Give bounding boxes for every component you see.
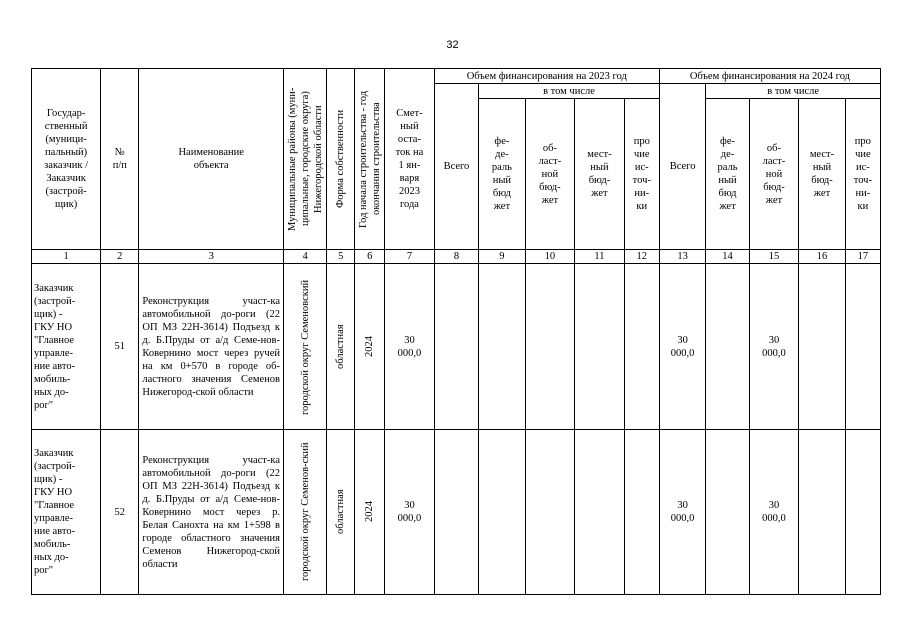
col-num-14: 14 xyxy=(706,250,749,264)
col-num-16: 16 xyxy=(799,250,845,264)
row-district: городской округ Семеновский xyxy=(283,264,326,430)
row-number: 52 xyxy=(101,430,139,595)
row-local-2024 xyxy=(799,264,845,430)
row-federal-2024 xyxy=(706,264,749,430)
row-years: 2024 xyxy=(355,430,385,595)
header-customer: Государ- ственный (муници- пальный) заказчик / Заказчик (застрой- щик) xyxy=(32,69,101,250)
header-district: Муниципальные районы (муни-ципальные, городские округа) Нижегородской области xyxy=(283,69,326,250)
row-local-2024 xyxy=(799,430,845,595)
row-ownership: областная xyxy=(327,264,355,430)
header-including-2023: в том числе xyxy=(479,84,660,99)
table-row xyxy=(32,264,881,430)
row-other-2023 xyxy=(624,264,659,430)
col-num-11: 11 xyxy=(575,250,625,264)
col-num-2: 2 xyxy=(101,250,139,264)
row-total-2023 xyxy=(434,430,478,595)
row-other-2024 xyxy=(845,430,880,595)
row-local-2023 xyxy=(575,264,625,430)
header-regional-2023: об- ласт- ной бюд- жет xyxy=(525,99,575,250)
col-num-9: 9 xyxy=(479,250,525,264)
header-total-2023: Всего xyxy=(434,84,478,250)
row-total-2024: 30 000,0 xyxy=(659,264,705,430)
row-federal-2023 xyxy=(479,264,525,430)
header-other-2024: про чие ис- точ- ни- ки xyxy=(845,99,880,250)
col-num-12: 12 xyxy=(624,250,659,264)
row-other-2024 xyxy=(845,264,880,430)
row-federal-2023 xyxy=(479,430,525,595)
col-num-4: 4 xyxy=(283,250,326,264)
column-number-row xyxy=(32,250,881,264)
row-number: 51 xyxy=(101,264,139,430)
header-financing-2024: Объем финансирования на 2024 год xyxy=(659,69,880,84)
col-num-6: 6 xyxy=(355,250,385,264)
header-including-2024: в том числе xyxy=(706,84,881,99)
row-total-2024: 30 000,0 xyxy=(659,430,705,595)
header-object: Наименование объекта xyxy=(139,69,284,250)
col-num-5: 5 xyxy=(327,250,355,264)
row-customer: Заказчик (застрой- щик) - ГКУ НО "Главное управле- ние авто- мобиль- ных до- рог" xyxy=(32,264,101,430)
header-local-2023: мест- ный бюд- жет xyxy=(575,99,625,250)
row-district: городской округ Семенов-ский xyxy=(283,430,326,595)
row-estimate: 30 000,0 xyxy=(385,430,435,595)
header-federal-2023: фе- де- раль ный бюд жет xyxy=(479,99,525,250)
row-regional-2023 xyxy=(525,430,575,595)
header-ownership: Форма собственности xyxy=(327,69,355,250)
header-other-2023: про чие ис- точ- ни- ки xyxy=(624,99,659,250)
table-row xyxy=(32,430,881,595)
header-years: Год начала строительства - год окончания строительства xyxy=(355,69,385,250)
col-num-17: 17 xyxy=(845,250,880,264)
col-num-1: 1 xyxy=(32,250,101,264)
page-number: 32 xyxy=(446,39,459,51)
row-years: 2024 xyxy=(355,264,385,430)
row-total-2023 xyxy=(434,264,478,430)
row-regional-2024: 30 000,0 xyxy=(749,264,799,430)
row-object: Реконструкция участ-ка автомобильной до-роги (22 ОП МЗ 22Н-3614) Подъезд к д. Б.Пруды от а/д Семе-нов-Ковернино мост через р. Белая Санохта на км 1+598 в городе областного значения Семенов Нижегород-ской области xyxy=(139,430,284,595)
row-local-2023 xyxy=(575,430,625,595)
row-customer: Заказчик (застрой- щик) - ГКУ НО "Главное управле- ние авто- мобиль- ных до- рог" xyxy=(32,430,101,595)
header-estimate: Смет- ный оста- ток на 1 ян- варя 2023 года xyxy=(385,69,435,250)
row-regional-2023 xyxy=(525,264,575,430)
header-local-2024: мест- ный бюд- жет xyxy=(799,99,845,250)
financing-table xyxy=(31,68,881,595)
row-federal-2024 xyxy=(706,430,749,595)
row-other-2023 xyxy=(624,430,659,595)
header-regional-2024: об- ласт- ной бюд- жет xyxy=(749,99,799,250)
header-total-2024: Всего xyxy=(659,84,705,250)
col-num-13: 13 xyxy=(659,250,705,264)
col-num-3: 3 xyxy=(139,250,284,264)
row-regional-2024: 30 000,0 xyxy=(749,430,799,595)
col-num-8: 8 xyxy=(434,250,478,264)
col-num-10: 10 xyxy=(525,250,575,264)
row-ownership: областная xyxy=(327,430,355,595)
col-num-7: 7 xyxy=(385,250,435,264)
row-estimate: 30 000,0 xyxy=(385,264,435,430)
row-object: Реконструкция участ-ка автомобильной до-роги (22 ОП МЗ 22Н-3614) Подъезд к д. Б.Пруды от а/д Семе-нов-Ковернино мост через ручей на км 0+570 в городе об-ластного значения Семенов Нижегород-ской области xyxy=(139,264,284,430)
header-federal-2024: фе- де- раль ный бюд жет xyxy=(706,99,749,250)
header-financing-2023: Объем финансирования на 2023 год xyxy=(434,69,659,84)
col-num-15: 15 xyxy=(749,250,799,264)
header-number: № п/п xyxy=(101,69,139,250)
